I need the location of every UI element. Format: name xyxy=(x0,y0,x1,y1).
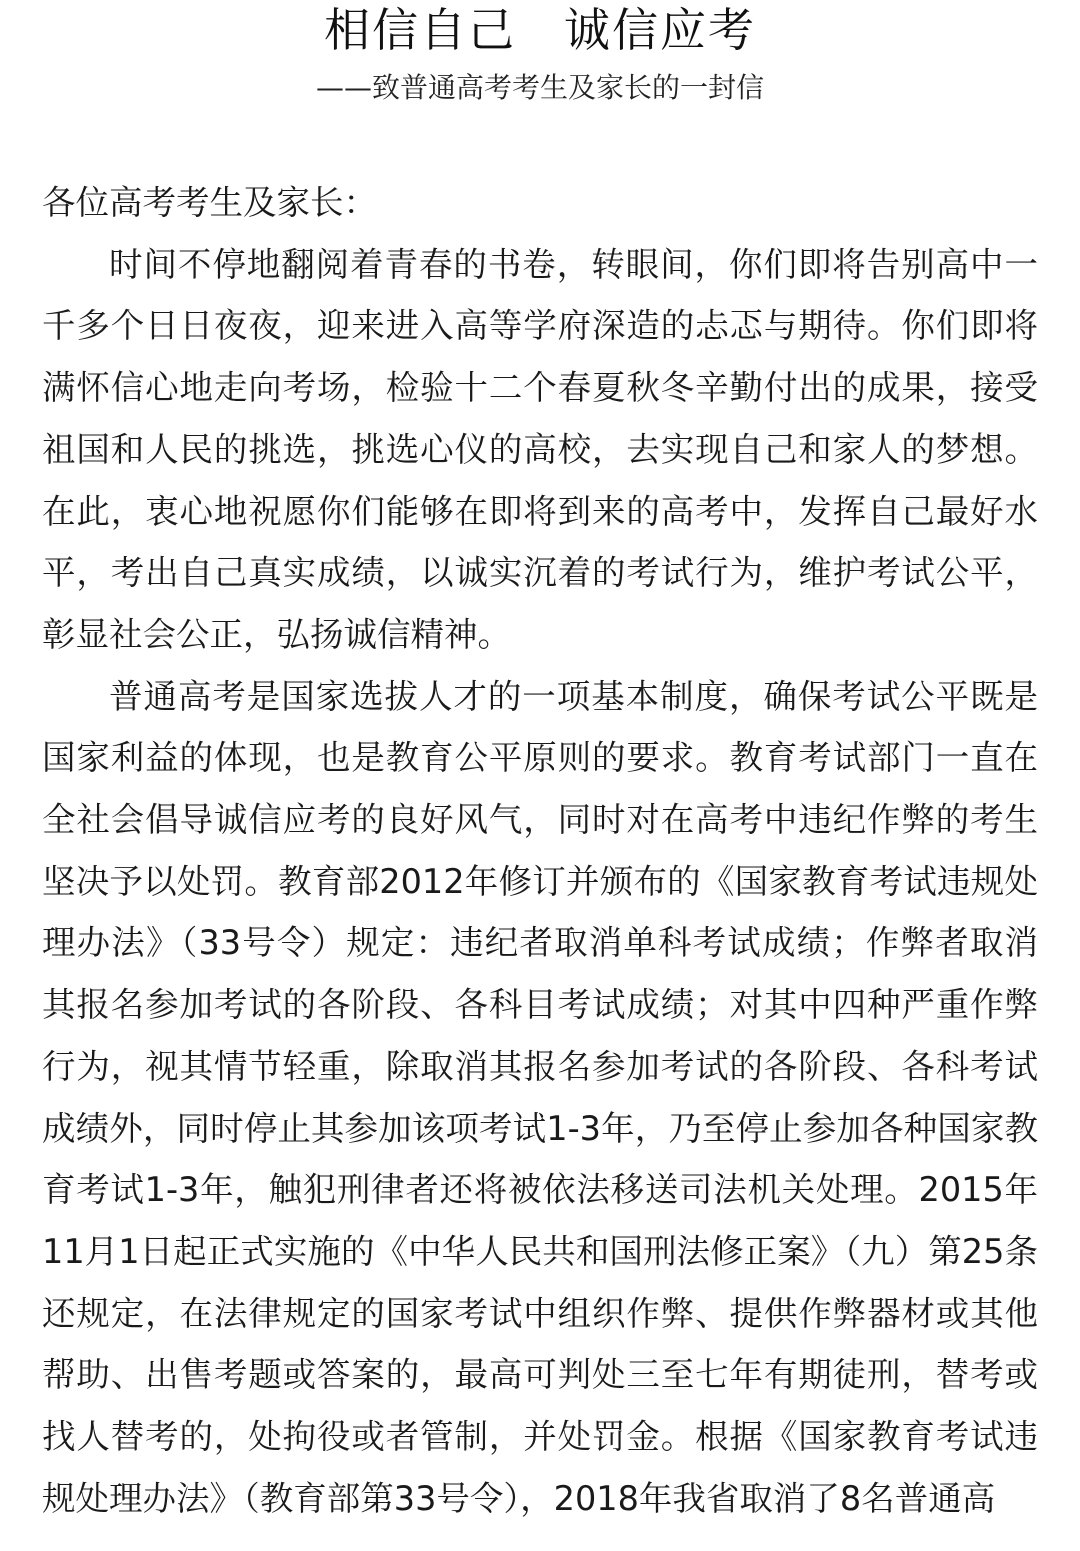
paragraph-2: 普通高考是国家选拔人才的一项基本制度，确保考试公平既是国家利益的体现，也是教育公平原则的要求。教育考试部门一直在全社会倡导诚信应考的良好风气，同时对在高考中违纪作弊的考生坚决予以处罚。教育部2012年修订并颁布的《国家教育考试违规处理办法》（33号令）规定：违纪者取消单科考试成绩；作弊者取消其报名参加考试的各阶段、各科目考试成绩；对其中四种严重作弊行为，视其情节轻重，除取消其报名参加考试的各阶段、各科考试成绩外，同时停止其参加该项考试1-3年，乃至停止参加各种国家教育考试1-3年，触犯刑律者还将被依法移送司法机关处理。2015年11月1日起正式实施的《中华人民共和国刑法修正案》（九）第25条还规定，在法律规定的国家考试中组织作弊、提供作弊器材或其他帮助、出售考题或答案的，最高可判处三至七年有期徒刑，替考或找人替考的，处拘役或者管制，并处罚金。根据《国家教育考试违规处理办法》（教育部第33号令），2018年我省取消了8名普通高 xyxy=(42,676,1038,1518)
letter-subtitle: ——致普通高考考生及家长的一封信 xyxy=(315,71,764,104)
paragraph-1: 时间不停地翻阅着青春的书卷，转眼间，你们即将告别高中一千多个日日夜夜，迎来进入高等学府深造的忐忑与期待。你们即将满怀信心地走向考场，检验十二个春夏秋冬辛勤付出的成果，接受祖国和人民的挑选，挑选心仪的高校，去实现自己和家人的梦想。在此，衷心地祝愿你们能够在即将到来的高考中，发挥自己最好水平，考出自己真实成绩，以诚实沉着的考试行为，维护考试公平，彰显社会公正，弘扬诚信精神。 xyxy=(42,244,1038,654)
letter-body xyxy=(42,172,1038,1529)
salutation: 各位高考考生及家长： xyxy=(42,183,377,222)
letter-title: 相信自己 诚信应考 xyxy=(324,3,756,57)
